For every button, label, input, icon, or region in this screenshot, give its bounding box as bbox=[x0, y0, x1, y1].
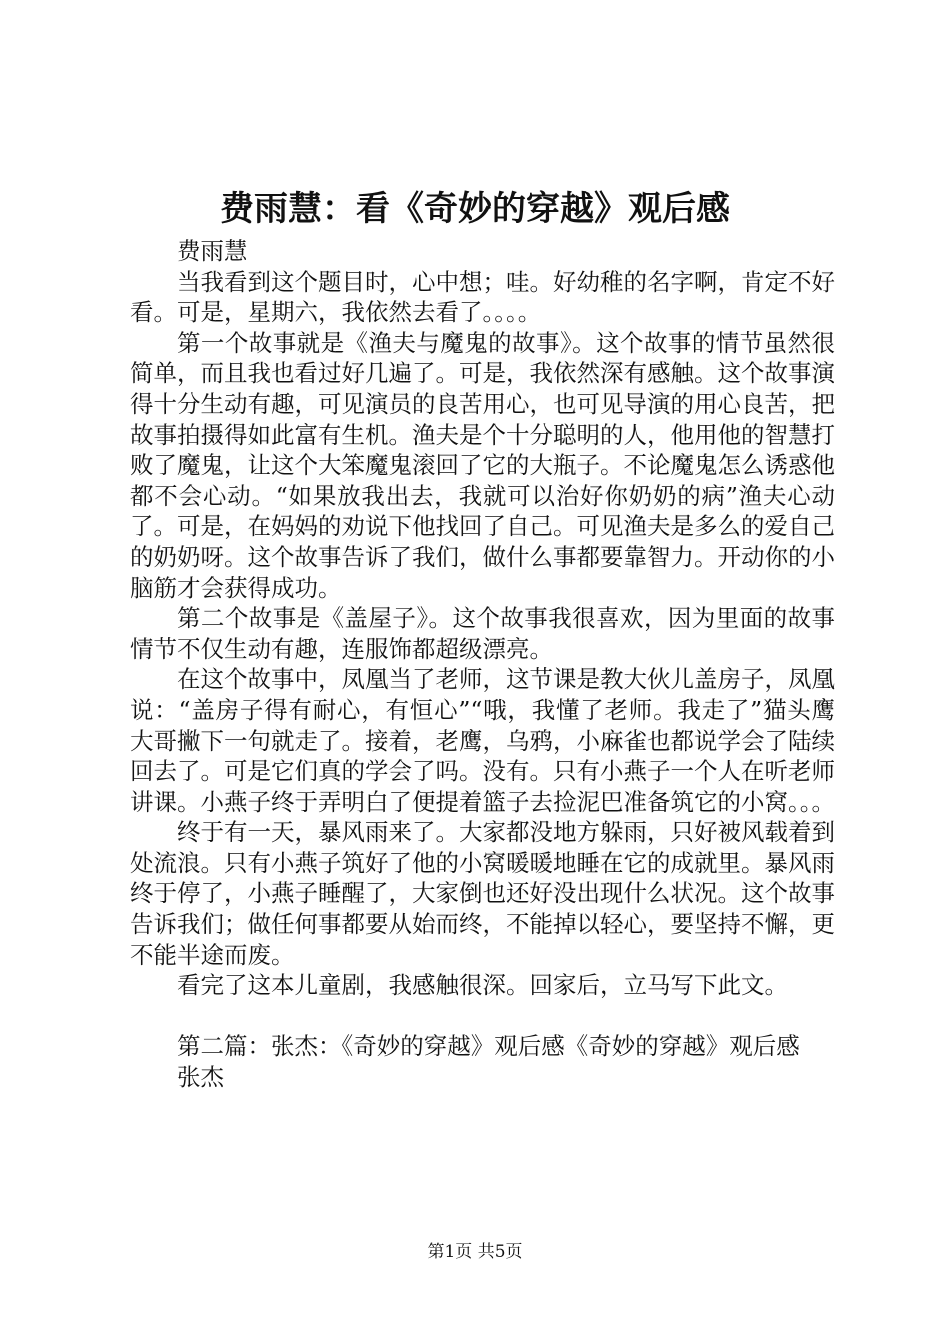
paragraph-1: 当我看到这个题目时，心中想；哇。好幼稚的名字啊，肯定不好看。可是，星期六，我依然去看了。。。。 bbox=[130, 267, 835, 327]
paragraph-6: 看完了这本儿童剧，我感触很深。回家后，立马写下此文。 bbox=[177, 971, 788, 1000]
paragraph-2: 第一个故事就是《渔夫与魔鬼的故事》。这个故事的情节虽然很简单，而且我也看过好几遍了。可是，我依然深有感触。这个故事演得十分生动有趣，可见演员的良苦用心，也可见导演的用心良苦，把故事拍摄得如此富有生机。渔夫是个十分聪明的人，他用他的智慧打败了魔鬼，让这个大笨魔鬼滚回了它的大瓶子。不论魔鬼怎么诱惑他都不会心动。“如果放我出去，我就可以治好你奶奶的病”渔夫心动了。可是，在妈妈的劝说下他找回了自己。可见渔夫是多么的爱自己的奶奶呀。这个故事告诉了我们，做什么事都要靠智力。开动你的小脑筋才会获得成功。 bbox=[130, 328, 835, 602]
blank-line bbox=[130, 1001, 835, 1032]
author-line: 费雨慧 bbox=[177, 237, 248, 265]
paragraph-3: 第二个故事是《盖屋子》。这个故事我很喜欢，因为里面的故事情节不仅生动有趣，连服饰都超级漂亮。 bbox=[130, 604, 835, 663]
paragraph-4: 在这个故事中，凤凰当了老师，这节课是教大伙儿盖房子，凤凰说：“盖房子得有耐心，有恒心”“哦，我懂了老师。我走了”猫头鹰大哥撇下一句就走了。接着，老鹰，乌鸦，小麻雀也都说学会了陆续回去了。可是它们真的学会了吗。没有。只有小燕子一个人在听老师讲课。小燕子终于弄明白了便提着篮子去捡泥巴准备筑它的小窝。。。 bbox=[130, 665, 835, 816]
document-title: 费雨慧：看《奇妙的穿越》观后感 bbox=[220, 189, 730, 229]
second-article-author: 张杰 bbox=[177, 1063, 224, 1092]
second-article-heading: 第二篇：张杰：《奇妙的穿越》观后感《奇妙的穿越》观后感 bbox=[177, 1032, 800, 1061]
document-body bbox=[130, 236, 835, 1093]
page-footer: 第1页 共5页 bbox=[427, 1242, 523, 1262]
paragraph-5: 终于有一天，暴风雨来了。大家都没地方躲雨，只好被风载着到处流浪。只有小燕子筑好了他的小窝暖暖地睡在它的成就里。暴风雨终于停了，小燕子睡醒了，大家倒也还好没出现什么状况。这个故事告诉我们；做任何事都要从始而终，不能掉以轻心，要坚持不懈，更不能半途而废。 bbox=[130, 818, 835, 969]
